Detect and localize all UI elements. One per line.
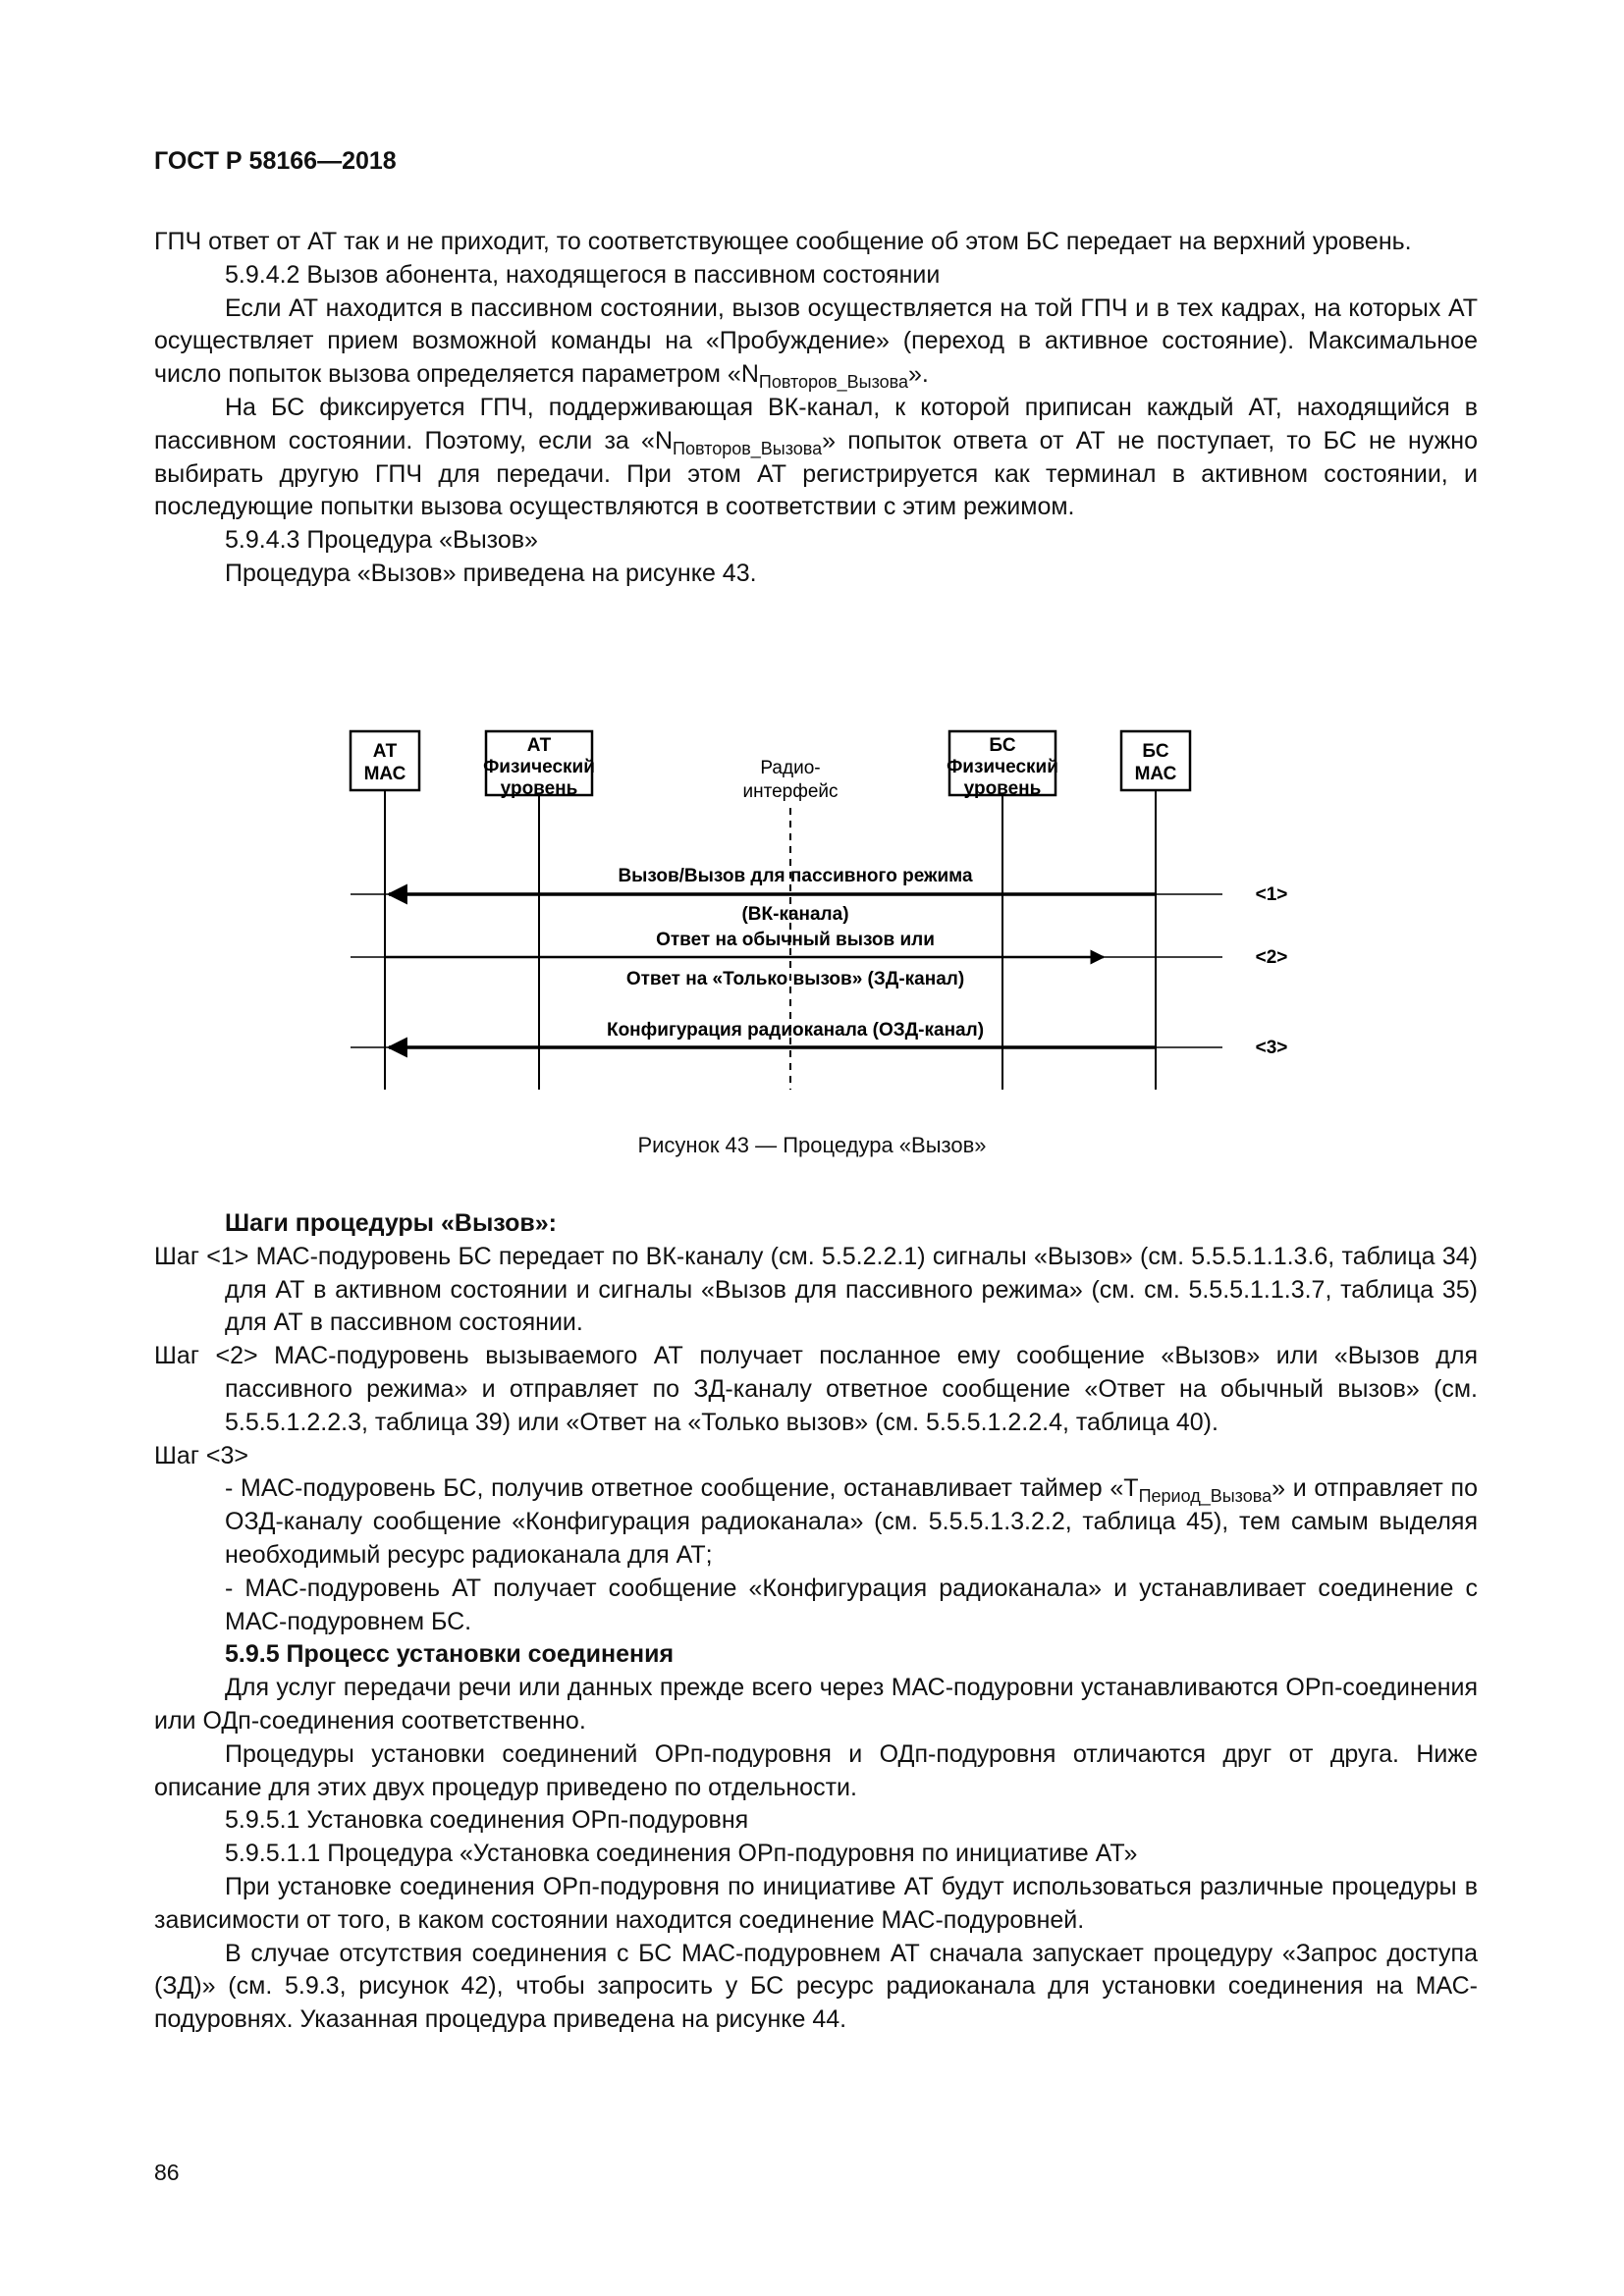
- section-heading-5-9-5-1: 5.9.5.1 Установка соединения ОРп-подуровня: [225, 1806, 749, 1835]
- step-label-1: <1>: [1255, 884, 1288, 905]
- paragraph: При установке соединения ОРп-подуровня по инициативе АТ будут использоваться различные процедуры в зависимости от того, в каком состоянии находится соединение МАС-подуровней.: [154, 1872, 1478, 1934]
- figure-caption: Рисунок 43 — Процедура «Вызов»: [637, 1133, 987, 1157]
- section-heading-5-9-4-2: 5.9.4.2 Вызов абонента, находящегося в пассивном состоянии: [225, 260, 941, 289]
- sequence-diagram-svg: [324, 712, 1306, 1129]
- box-bs-phy-line2: Физический: [947, 757, 1058, 777]
- paragraph: В случае отсутствия соединения с БС МАС-подуровнем АТ сначала запускает процедуру «Запрос доступа (ЗД)» (см. 5.9.3, рисунок 42), чтобы запросить у БС ресурс радиоканала для установки соединения на МАС-подуровнях. Указанная процедура приведена на рисунке 44.: [154, 1939, 1478, 2034]
- step-3: Шаг <3>: [154, 1441, 248, 1469]
- sequence-diagram: [324, 712, 1306, 1129]
- paragraph: Для услуг передачи речи или данных прежде всего через МАС-подуровни устанавливаются ОРп-соединения или ОДп-соединения соответственно.: [154, 1674, 1478, 1735]
- step-label-2: <2>: [1255, 947, 1288, 968]
- steps-title: Шаги процедуры «Вызов»:: [225, 1209, 557, 1237]
- radio-interface-line2: интерфейс: [742, 781, 839, 802]
- message-2-label-line2: Ответ на «Только вызов» (ЗД-канал): [625, 969, 965, 989]
- radio-interface-line1: Радио-: [760, 758, 821, 778]
- paragraph: Процедура «Вызов» приведена на рисунке 43.: [225, 559, 757, 587]
- box-at-phy-line2: Физический: [483, 757, 595, 777]
- text-block-top: [154, 226, 1478, 591]
- page-number: 86: [154, 2160, 180, 2185]
- step-1: Шаг <1> МАС-подуровень БС передает по ВК-каналу (см. 5.5.2.2.1) сигналы «Вызов» (см. 5.5.5.1.1.3.6, таблица 34) для АТ в активном состоянии и сигналы «Вызов для пассивного режима» (см. см. 5.5.5.1.1.3.7, таблица 35) для АТ в пассивном состоянии.: [154, 1242, 1478, 1337]
- section-heading-5-9-5-1-1: 5.9.5.1.1 Процедура «Установка соединения ОРп-подуровня по инициативе АТ»: [225, 1840, 1138, 1868]
- box-at-mac-line2: МАС: [363, 764, 406, 784]
- message-3-label: Конфигурация радиоканала (ОЗД-канал): [606, 1020, 985, 1041]
- box-bs-mac-line1: БС: [1142, 741, 1169, 762]
- paragraph: На БС фиксируется ГПЧ, поддерживающая ВК-канал, к которой приписан каждый АТ, находящийся в пассивном состоянии. Поэтому, если за «$N_{Повторов\_Вызова}$» попыток ответа от АТ не поступает, то БС не нужно выбирать другую ГПЧ для передачи. При этом АТ регистрируется как терминал в активном состоянии, и последующие попытки вызова осуществляются в соответствии с этим режимом.: [154, 393, 1479, 521]
- step-label-3: <3>: [1255, 1038, 1288, 1058]
- paragraph: Процедуры установки соединений ОРп-подуровня и ОДп-подуровня отличаются друг от друга. Ниже описание для этих двух процедур приведено по отдельности.: [154, 1739, 1478, 1801]
- step-2: Шаг <2> МАС-подуровень вызываемого АТ получает посланное ему сообщение «Вызов» или «Вызов для пассивного режима» и отправляет по ЗД-каналу ответное сообщение «Ответ на обычный вызов» (см. 5.5.5.1.2.2.3, таблица 39) или «Ответ на «Только вызов» (см. 5.5.5.1.2.2.4, таблица 40).: [154, 1342, 1478, 1436]
- message-1-label-line1: Вызов/Вызов для пассивного режима: [618, 866, 973, 886]
- text-block-bottom: [154, 1207, 1478, 2037]
- document-header: ГОСТ Р 58166—2018: [154, 147, 397, 175]
- message-2-label-line1: Ответ на обычный вызов или: [656, 930, 935, 950]
- message-1-label-line2: (ВК-канала): [741, 904, 849, 925]
- step-3-item-1: - МАС-подуровень БС, получив ответное сообщение, останавливает таймер «$Т_{Период\_Вызова}$» и отправляет по ОЗД-каналу сообщение «Конфигурация радиоканала» (см. 5.5.5.1.3.2.2, таблица 45), тем самым выделяя необходимый ресурс радиоканала для АТ;: [225, 1474, 1478, 1569]
- box-bs-phy-line1: БС: [989, 735, 1016, 756]
- box-at-mac-line1: АТ: [372, 741, 398, 762]
- paragraph: Если АТ находится в пассивном состоянии, вызов осуществляется на той ГПЧ и в тех кадрах, на которых АТ осуществляет прием возможной команды на «Пробуждение» (переход в активное состояние). Максимальное число попыток вызова определяется параметром «$N_{Повторов\_Вызова}$».: [154, 294, 1478, 393]
- box-at-phy-line1: АТ: [526, 735, 552, 756]
- box-bs-mac-line2: МАС: [1134, 764, 1177, 784]
- step-3-item-2: - МАС-подуровень АТ получает сообщение «Конфигурация радиоканала» и устанавливает соединение с МАС-подуровнем БС.: [225, 1574, 1478, 1635]
- box-bs-phy-line3: уровень: [963, 778, 1042, 799]
- box-at-phy-line3: уровень: [500, 778, 578, 799]
- paragraph: ГПЧ ответ от АТ так и не приходит, то соответствующее сообщение об этом БС передает на верхний уровень.: [154, 228, 1412, 255]
- section-heading-5-9-5: 5.9.5 Процесс установки соединения: [225, 1640, 675, 1669]
- section-heading-5-9-4-3: 5.9.4.3 Процедура «Вызов»: [225, 526, 538, 555]
